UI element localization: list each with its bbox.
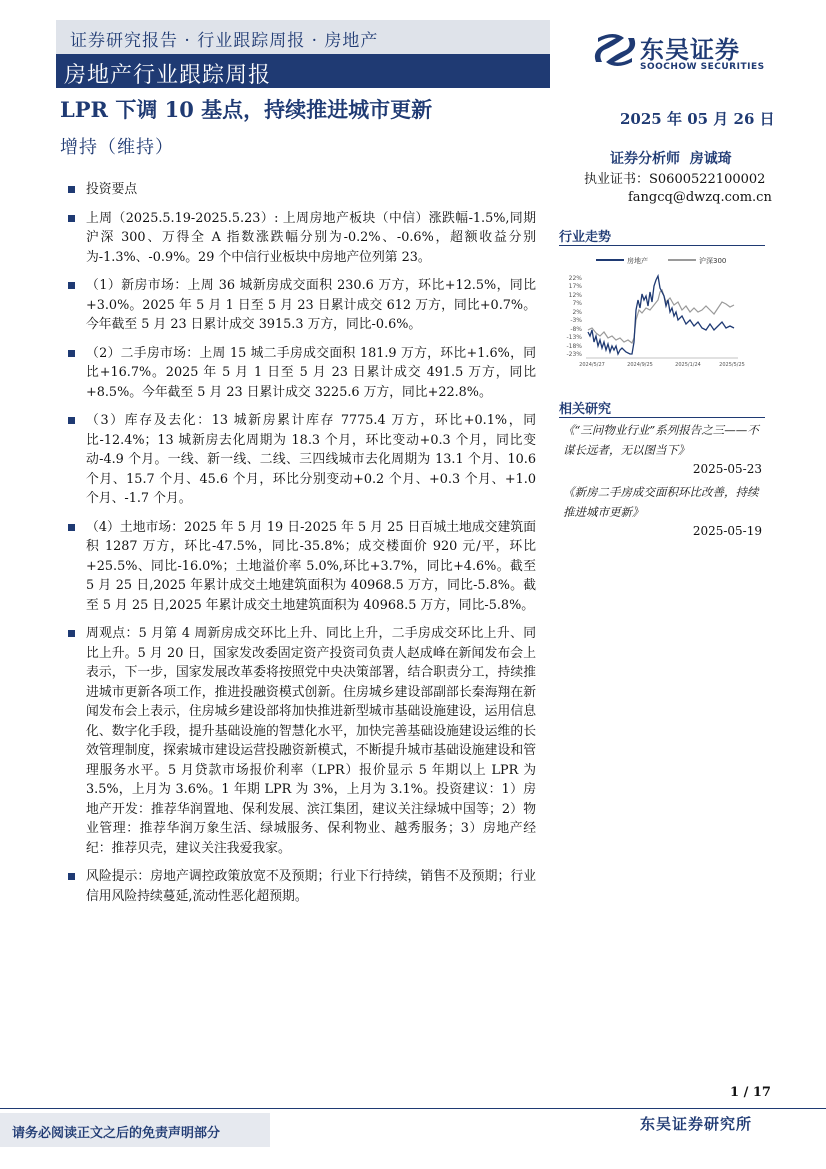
bullet-text: （4）土地市场：2025 年 5 月 19 日-2025 年 5 月 25 日百城土地成交建筑面积 1287 万方，环比-47.5%，同比-35.8%；成交楼面价 920 元/平，环比+25.5%、同比-16.0%；土地溢价率 5.0%,环比+3.7%，同比+4.6%。截至 5 月 25 日,2025 年累计成交土地建筑面积为 40968.5 万方，同比-5.8%。截至 5 月 25 日,2025 年累计成交土地建筑面积为 40968.5 万方，同比-5.8%。 [86,519,536,613]
header-series-bar [56,20,550,54]
soochow-logo [594,28,774,74]
related-item-date: 2025-05-23 [692,462,762,476]
trend-chart-divider [559,245,765,246]
bullet-text: 上周（2025.5.19-2025.5.23）: 上周房地产板块（中信）涨跌幅-1.5%,同期沪深 300、万得全 A 指数涨跌幅分别为-0.2%、-0.6%，超额收益分别为-1.3%、-0.9%。29 个中信行业板块中房地产位列第 23。 [86,210,536,265]
trend-chart-svg [556,250,766,372]
report-title: LPR 下调 10 基点，持续推进城市更新 [60,97,433,122]
y-tick: -3% [570,317,582,324]
y-tick: 7% [572,300,582,307]
footer-disclaimer-box [0,1113,270,1147]
summary-bullet [66,518,536,616]
summary-heading-item [66,180,536,200]
summary-heading: 投资要点 [86,182,138,197]
summary-bullet [66,867,536,906]
legend-label-csi300: 沪深300 [699,257,727,265]
y-tick: -18% [566,343,582,350]
bullet-square-icon [68,186,75,193]
related-item-text[interactable]: 《“三问物业行业”系列报告之三——不谋长远者，无以图当下》 [563,423,759,457]
bullet-square-icon [68,282,75,289]
series-line-csi300 [588,290,734,343]
header-series: 证券研究报告 · 行业跟踪周报 · 房地产 [70,31,379,51]
trend-chart-title: 行业走势 [559,230,612,245]
summary-bullet [66,344,536,403]
analyst-license: 执业证书：S0600522100002 [584,172,766,187]
report-date: 2025 年 05 月 26 日 [620,110,775,128]
analyst-line [610,148,732,168]
bullet-text: 周观点：5 月第 4 周新房成交环比上升、同比上升，二手房成交环比上升、同比上升。5 月 20 日，国家发改委固定资产投资司负责人赵成峰在新闻发布会上表示，下一步，国家发展改革委将按照党中央决策部署，结合职责分工，持续推进城市更新各项工作，推进投融资模式创新。住房城乡建设部副部长秦海翔在新闻发布会上表示，住房城乡建设部将加快推进新型城市基础设施建设，运用信息化、数字化手段，提升基础设施的智慧化水平，加快完善基础设施建设运维的长效管理制度，探索城市建设运营投融资新模式，不断提升城市基础设施建设和管理服务水平。5 月贷款市场报价利率（LPR）报价显示 5 年期以上 LPR 为 3.5%，上月为 3.6%。1 年期 LPR 为 3%，上月为 3.1%。投资建议：1）房地产开发：推荐华润置地、保利发展、滨江集团，建议关注绿城中国等；2）物业管理：推荐华润万象生活、绿城服务、保利物业、越秀服务；3）房地产经纪：推荐贝壳，建议关注我爱我家。 [86,626,536,856]
bullet-text: （2）二手房市场：上周 15 城二手房成交面积 181.9 万方，环比+1.6%，同比+16.7%。2025 年 5 月 1 日至 5 月 23 日累计成交 491.5 万方，同比+8.5%。今年截至 5 月 23 日累计成交 3225.6 万方，同比+22.8%。 [86,345,536,400]
bullet-text: 风险提示：房地产调控政策放宽不及预期；行业下行持续，销售不及预期；行业信用风险持续蔓延,流动性恶化超预期。 [86,869,536,904]
x-tick: 2024/5/27 [579,362,605,368]
soochow-logo-icon [594,28,636,72]
related-research-divider [559,417,765,418]
bullet-square-icon [68,417,75,424]
x-tick: 2024/9/25 [627,362,653,368]
investment-summary [66,180,536,915]
summary-bullet [66,624,536,858]
y-tick: -23% [566,351,582,358]
page-number: 1 / 17 [730,1085,771,1100]
logo-en-text: SOOCHOW SECURITIES [640,62,765,72]
y-tick: 12% [568,292,582,299]
bullet-text: （3）库存及去化：13 城新房累计库存 7775.4 万方，环比+0.1%，同比-12.4%；13 城新房去化周期为 18.3 个月，环比变动+0.3 个月，同比变动-4.9 个月。一线、新一线、二线、三四线城市去化周期为 13.1 个月、10.6 个月、15.7 个月、45.6 个月，环比分别变动+0.2 个月、+0.3 个月、+1.0 个月、-1.7 个月。 [86,413,536,506]
footer-disclaimer: 请务必阅读正文之后的免责声明部分 [12,1126,221,1141]
logo-cn-text: 东吴证券 [640,36,740,64]
report-type-bar [56,54,550,88]
summary-bullet [66,276,536,335]
x-tick: 2025/5/25 [719,362,745,368]
footer-institute: 东吴证券研究所 [640,1115,753,1133]
bullet-square-icon [68,873,75,880]
related-item-date: 2025-05-19 [692,524,762,538]
y-tick: 17% [568,283,582,290]
trend-chart [556,250,766,372]
x-tick: 2025/1/24 [675,362,701,368]
bullet-square-icon [68,524,75,531]
bullet-text: （1）新房市场：上周 36 城新房成交面积 230.6 万方，环比+12.5%，同比+3.0%。2025 年 5 月 1 日至 5 月 23 日累计成交 612 万方，同比+0.7%。今年截至 5 月 23 日累计成交 3915.3 万方，同比-0.6%。 [86,278,536,332]
analyst-name: 房诚琦 [689,151,732,167]
bullet-square-icon [68,630,75,637]
related-research-title: 相关研究 [559,402,612,417]
related-item-text[interactable]: 《新房二手房成交面积环比改善，持续推进城市更新》 [563,485,759,519]
y-tick: 2% [572,309,582,316]
y-tick: 22% [568,275,582,282]
footer-divider [0,1108,826,1109]
bullet-square-icon [68,215,75,222]
summary-bullet [66,411,536,509]
report-type: 房地产行业跟踪周报 [64,63,272,88]
bullet-square-icon [68,350,75,357]
summary-bullet [66,209,536,268]
rating: 增持（维持） [60,137,174,158]
analyst-email: fangcq@dwzq.com.cn [628,190,772,205]
legend-label-realty: 房地产 [627,257,648,265]
y-tick: -8% [570,326,582,333]
series-line-realty [588,276,734,354]
analyst-label: 证券分析师 [610,151,680,167]
y-tick: -13% [566,334,582,341]
